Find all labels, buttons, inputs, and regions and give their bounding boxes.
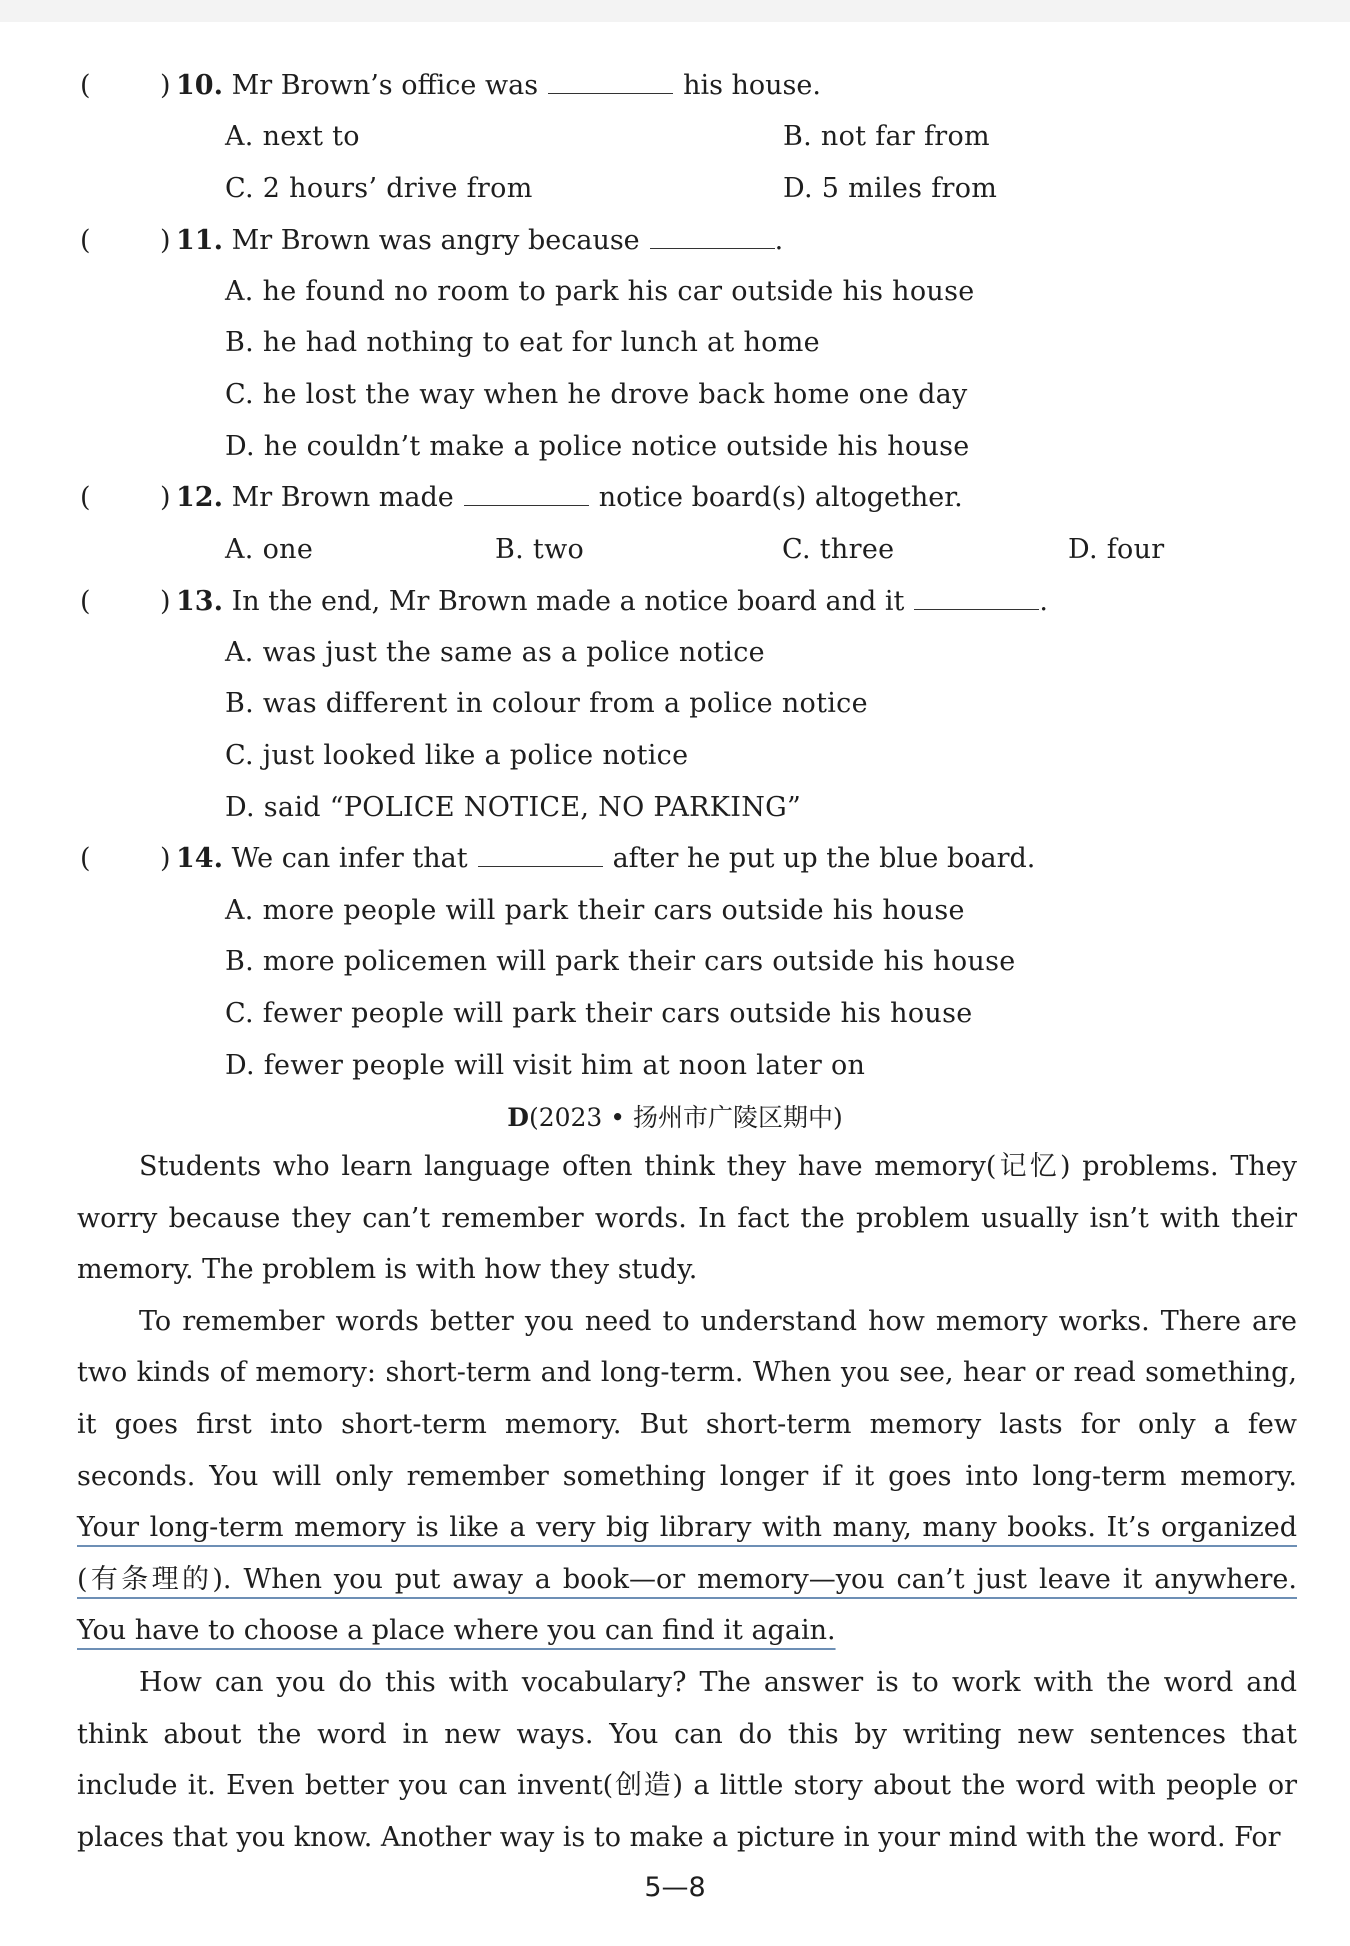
answer-paren-open: ( [80,70,91,101]
question-number: 13. [176,586,223,617]
question-number: 12. [176,482,223,513]
reading-passage [77,1141,1297,1863]
answer-paren-close: ) [160,586,171,617]
answer-paren-open: ( [80,225,91,256]
answer-paren-open: ( [80,843,91,874]
question-stem-before: In the end, Mr Brown made a notice board and it [231,586,905,617]
question-number: 14. [176,843,223,874]
option-b: B. two [495,534,585,565]
question-stem-after: after he put up the blue board. [612,843,1036,874]
question-stem-after: . [1039,586,1048,617]
question-stem-before: Mr Brown’s office was [231,70,539,101]
option-d: D. he couldn’t make a police notice outside his house [225,431,970,462]
question-stem-before: Mr Brown made [231,482,454,513]
question-stem-before: We can infer that [231,843,468,874]
section-letter: D [507,1103,529,1132]
option-a: A. was just the same as a police notice [225,637,765,668]
option-b: B. not far from [783,121,990,152]
option-b: B. he had nothing to eat for lunch at home [225,327,820,358]
option-c: C. just looked like a police notice [225,740,689,771]
option-b: B. was different in colour from a police notice [225,688,868,719]
passage-paragraph-2-text: To remember words better you need to understand how memory works. There are two kinds of memory: short-term and long-term. When you see, hear or read something, it goes first into short-term memory. But short-term memory lasts for only a few seconds. You will only remember something longer if it goes into long-term memory. [77,1305,1297,1492]
option-b: B. more policemen will park their cars outside his house [225,946,1016,977]
option-a: A. one [225,534,314,565]
option-d: D. said “POLICE NOTICE, NO PARKING” [225,792,802,823]
answer-paren-open: ( [80,586,91,617]
answer-paren-open: ( [80,482,91,513]
option-c: C. fewer people will park their cars outside his house [225,998,973,1029]
section-heading [0,1098,1350,1138]
question-stem-after: his house. [683,70,821,101]
answer-blank[interactable] [478,840,603,867]
answer-paren-close: ) [160,482,171,513]
question-stem-before: Mr Brown was angry because [231,225,640,256]
question-stem-after: . [774,225,784,256]
underlined-sentence: Your long-term memory is like a very big library with many, many books. It’s organized (有条理的). When you put away a book—or memory—you can’t just leave it anywhere. You have to choose a place where you can find it again. [77,1512,1297,1647]
answer-blank[interactable] [464,479,589,506]
question-number: 11. [176,225,223,256]
passage-paragraph-1: Students who learn language often think they have memory(记忆) problems. They worry because they can’t remember words. In fact the problem usually isn’t with their memory. The problem is with how they study. [77,1151,1297,1286]
section-source: (2023 • 扬州市广陵区期中) [528,1103,843,1132]
question-number: 10. [176,70,223,101]
answer-paren-close: ) [160,225,171,256]
passage-paragraph-2 [77,1296,1297,1657]
page-number: 5—8 [644,1872,706,1903]
answer-blank[interactable] [914,583,1039,610]
option-d: D. fewer people will visit him at noon later on [225,1050,866,1081]
answer-paren-close: ) [160,843,171,874]
option-a: A. he found no room to park his car outside his house [225,276,975,307]
answer-blank[interactable] [548,67,673,94]
option-c: C. he lost the way when he drove back home one day [225,379,968,410]
answer-blank[interactable] [650,222,775,249]
option-c: C. 2 hours’ drive from [225,173,533,204]
question-stem-after: notice board(s) altogether. [598,482,963,513]
option-c: C. three [782,534,895,565]
option-a: A. next to [225,121,360,152]
answer-paren-close: ) [160,70,171,101]
option-d: D. four [1068,534,1165,565]
option-d: D. 5 miles from [783,173,998,204]
option-a: A. more people will park their cars outside his house [225,895,965,926]
passage-paragraph-3: How can you do this with vocabulary? The answer is to work with the word and think about the word in new ways. You can do this by writing new sentences that include it. Even better you can invent(创造) a little story about the word with people or places that you know. Another way is to make a picture in your mind with the word. For [77,1666,1297,1853]
